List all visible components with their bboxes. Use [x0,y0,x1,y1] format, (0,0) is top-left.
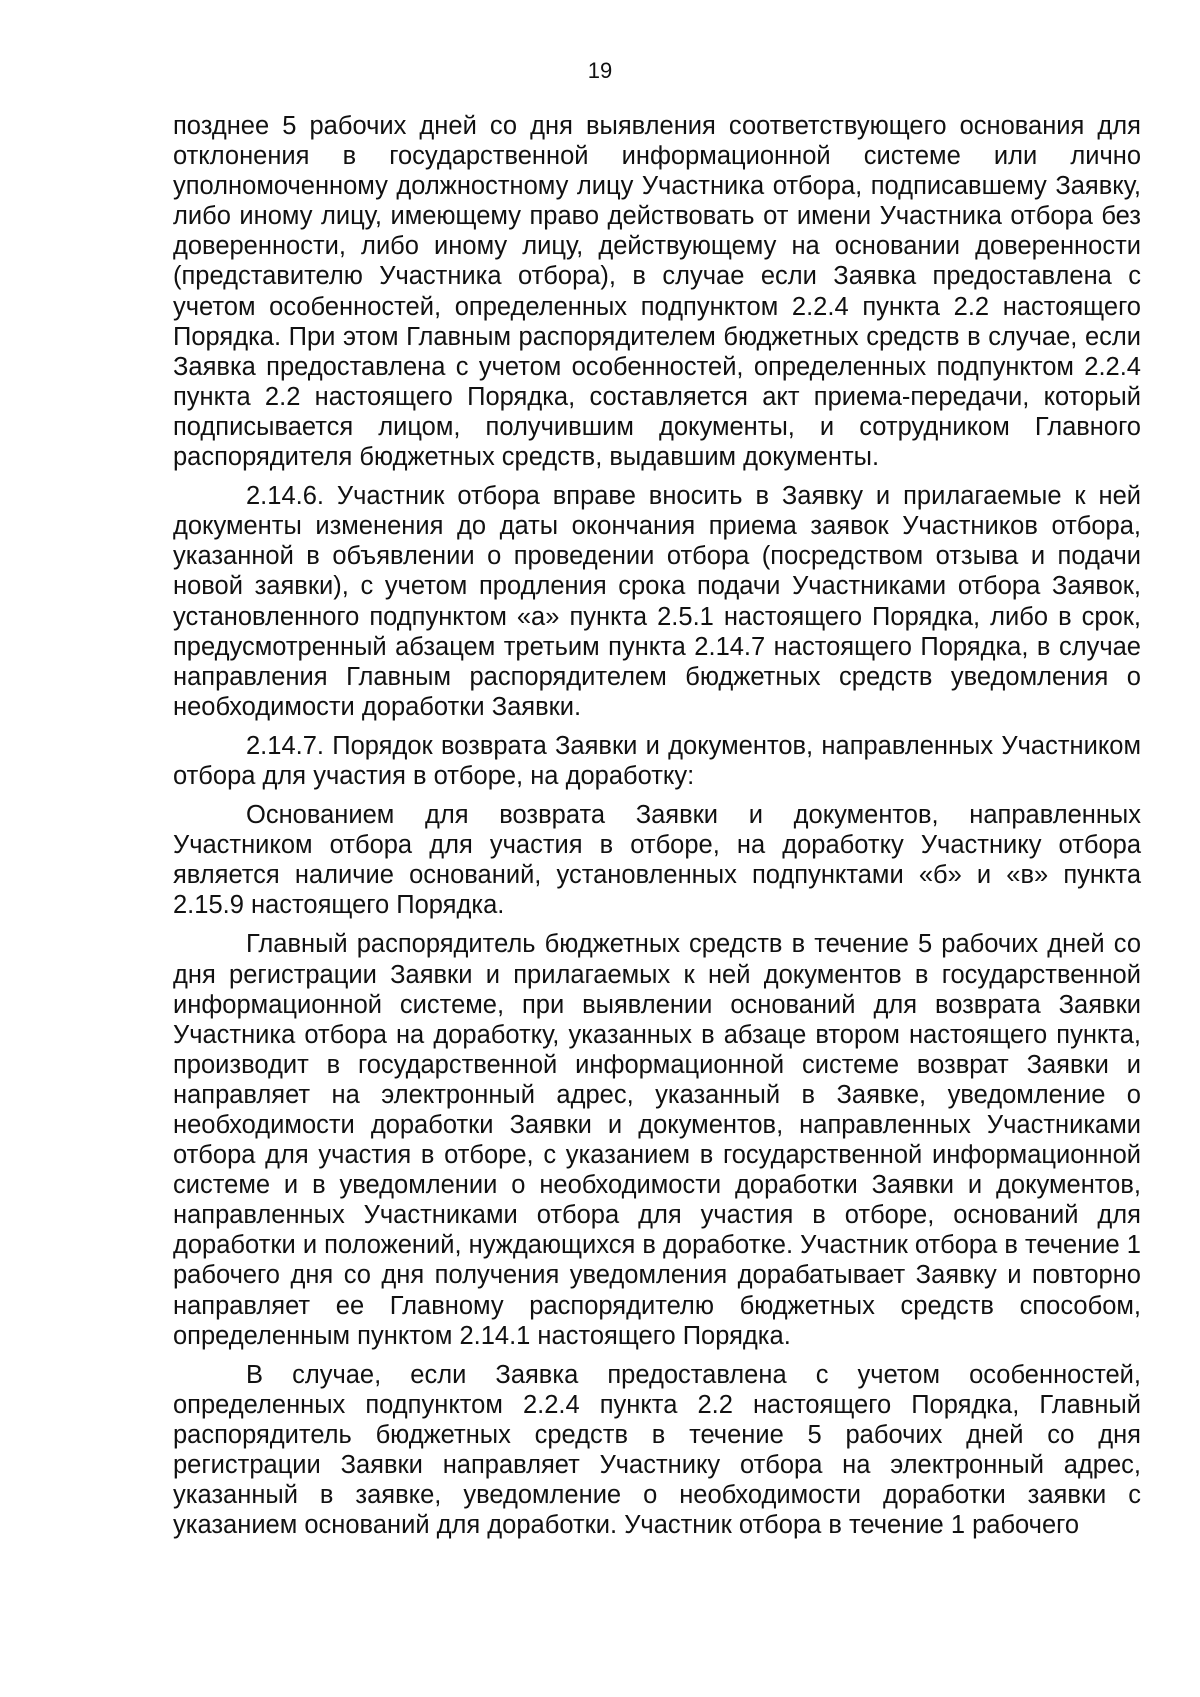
paragraph-return-grounds: Основанием для возврата Заявки и документов, направленных Участником отбора для участия в отборе, на доработку Участнику отбора является наличие оснований, установленных подпунктами «б» и «в» пункта 2.15.9 настоящего Порядка. [173,801,1141,920]
paragraph-2-14-7: 2.14.7. Порядок возврата Заявки и документов, направленных Участником отбора для участия в отборе, на доработку: [173,731,1141,790]
document-body [173,111,1141,1540]
paragraph-continuation: позднее 5 рабочих дней со дня выявления соответствующего основания для отклонения в государственной информационной системе или лично уполномоченному должностному лицу Участника отбора, подписавшему Заявку, либо иному лицу, имеющему право действовать от имени Участника отбора без доверенности, либо иному лицу, действующему на основании доверенности (представителю Участника отбора), в случае если Заявка предоставлена с учетом особенностей, определенных подпунктом 2.2.4 пункта 2.2 настоящего Порядка. При этом Главным распорядителем бюджетных средств в случае, если Заявка предоставлена с учетом особенностей, определенных подпунктом 2.2.4 пункта 2.2 настоящего Порядка, составляется акт приема-передачи, который подписывается лицом, получившим документы, и сотрудником Главного распорядителя бюджетных средств, выдавшим документы. [173,112,1141,472]
page-number: 19 [587,58,613,83]
paragraph-special-case: В случае, если Заявка предоставлена с учетом особенностей, определенных подпунктом 2.2.4 пункта 2.2 настоящего Порядка, Главный распорядитель бюджетных средств в течение 5 рабочих дней со дня регистрации Заявки направляет Участнику отбора на электронный адрес, указанный в заявке, уведомление о необходимости доработки заявки с указанием оснований для доработки. Участник отбора в течение 1 рабочего [173,1360,1141,1540]
paragraph-2-14-6: 2.14.6. Участник отбора вправе вносить в Заявку и прилагаемые к ней документы изменения до даты окончания приема заявок Участников отбора, указанной в объявлении о проведении отбора (посредством отзыва и подачи новой заявки), с учетом продления срока подачи Участниками отбора Заявок, установленного подпунктом «а» пункта 2.5.1 настоящего Порядка, либо в срок, предусмотренный абзацем третьим пункта 2.14.7 настоящего Порядка, в случае направления Главным распорядителем бюджетных средств уведомления о необходимости доработки Заявки. [173,482,1141,721]
paragraph-return-procedure: Главный распорядитель бюджетных средств в течение 5 рабочих дней со дня регистрации Заявки и прилагаемых к ней документов в государственной информационной системе, при выявлении оснований для возврата Заявки Участника отбора на доработку, указанных в абзаце втором настоящего пункта, производит в государственной информационной системе возврат Заявки и направляет на электронный адрес, указанный в Заявке, уведомление о необходимости доработки Заявки и документов, направленных Участниками отбора для участия в отборе, с указанием в государственной информационной системе и в уведомлении о необходимости доработки Заявки и документов, направленных Участниками отбора для участия в отборе, оснований для доработки и положений, нуждающихся в доработке. Участник отбора в течение 1 рабочего дня со дня получения уведомления дорабатывает Заявку и повторно направляет ее Главному распорядителю бюджетных средств способом, определенным пунктом 2.14.1 настоящего Порядка. [173,930,1141,1350]
